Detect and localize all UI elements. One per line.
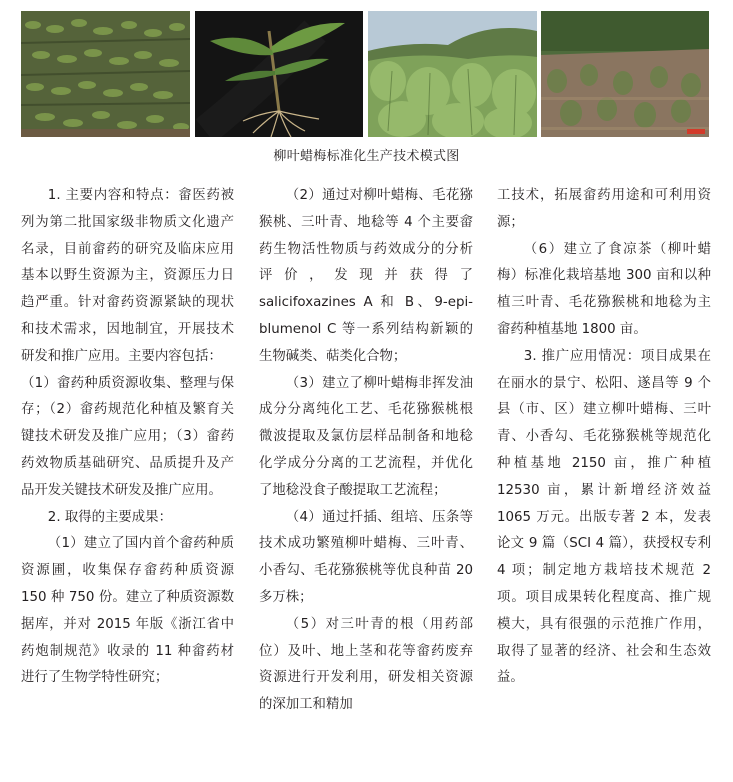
text-column-1 <box>21 183 234 692</box>
paragraph: （4）通过扦插、组培、压条等技术成功繁殖柳叶蜡梅、三叶青、小香勾、毛花猕猴桃等优良种苗 20 多万株； <box>259 509 473 605</box>
paragraph: 工技术，拓展畲药用途和可利用资源； <box>497 188 711 230</box>
paragraph: （2）通过对柳叶蜡梅、毛花猕猴桃、三叶青、地稔等 4 个主要畲药生物活性物质与药效成分的分析评价，发现并获得了 salicifoxazines A 和 B、9-epi-blumenol C 等一系列结构新颖的生物碱类、萜类化合物； <box>259 188 473 364</box>
photo-seedling-roots <box>195 11 363 137</box>
figure-caption: 柳叶蜡梅标准化生产技术模式图 <box>273 149 460 164</box>
photo-seedling-trays <box>21 11 190 137</box>
photo-planting-base <box>541 11 709 137</box>
paragraph: 2. 取得的主要成果： <box>47 509 172 525</box>
paragraph: （6）建立了食凉茶（柳叶蜡梅）标准化栽培基地 300 亩和以种植三叶青、毛花猕猴桃和地稔为主畲药种植基地 1800 亩。 <box>497 241 711 337</box>
paragraph: （1）建立了国内首个畲药种质资源圃，收集保存畲药种质资源 150 种 750 份。建立了种质资源数据库，并对 2015 年版《浙江省中药炮制规范》收录的 11 种畲药材进行了生物学特性研究； <box>21 536 234 686</box>
text-column-3 <box>497 183 711 692</box>
photo-strip <box>21 11 709 137</box>
paragraph: 1. 主要内容和特点：畲医药被列为第二批国家级非物质文化遗产名录，目前畲药的研究及临床应用基本以野生资源为主，资源压力日趋严重。针对畲药资源紧缺的现状和技术需求，因地制宜，开展技术研发和推广应用。主要内容包括： <box>21 188 234 364</box>
paragraph: （1）畲药种质资源收集、整理与保存；（2）畲药规范化种植及繁育关键技术研发及推广应用；（3）畲药药效物质基础研究、品质提升及产品开发关键技术研发及推广应用。 <box>21 375 234 498</box>
photo-shrub-field <box>368 11 537 137</box>
paragraph: （5）对三叶青的根（用药部位）及叶、地上茎和花等畲药废弃资源进行开发利用，研发相关资源的深加工和精加 <box>259 616 473 713</box>
paragraph: （3）建立了柳叶蜡梅非挥发油成分分离纯化工艺、毛花猕猴桃根微波提取及氯仿层样品制备和地稔化学成分分离的工艺流程，并优化了地稔没食子酸提取工艺流程； <box>259 375 473 498</box>
text-column-2 <box>259 183 473 719</box>
paragraph: 3. 推广应用情况：项目成果在在丽水的景宁、松阳、遂昌等 9 个县（市、区）建立柳叶蜡梅、三叶青、小香勾、毛花猕猴桃等规范化种植基地 2150 亩，推广种植 12530 亩，累计新增经济效益 1065 万元。出版专著 2 本，发表论文 9 篇（SCI 4 篇），获授权专利 4 项；制定地方栽培技术规范 2 项。项目成果转化程度高、推广规模大，具有很强的示范推广作用，取得了显著的经济、社会和生态效益。 <box>497 348 711 686</box>
